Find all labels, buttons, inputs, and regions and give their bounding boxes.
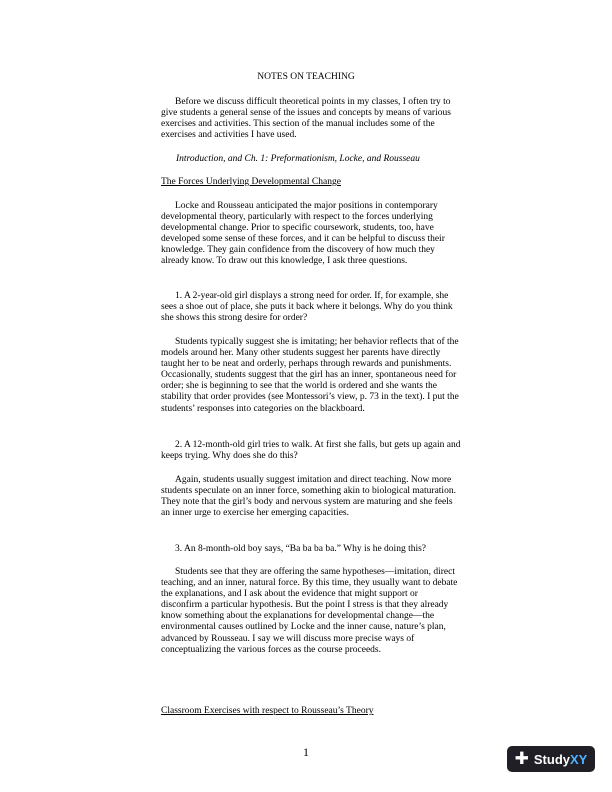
- answer-1: Students typically suggest she is imitating; her behavior reflects that of the models around her. Many other students suggest her parents have directly taught her to be neat and orderly, perhaps through rewards and punishments. Occasionally, students suggest that the girl has an inner, spontaneous need for order; she is beginning to see that the world is ordered and she wants the stability that order provides (see Montessori’s view, p. 73 in the text). I put the students’ responses into categories on the blackboard.: [161, 337, 459, 414]
- brand-main: Study: [533, 751, 571, 767]
- chapter-heading: Introduction, and Ch. 1: Preformationism, Locke, and Rousseau: [176, 154, 420, 164]
- section-heading-rousseau: Classroom Exercises with respect to Rousseau’s Theory: [161, 706, 374, 716]
- forces-paragraph: Locke and Rousseau anticipated the major positions in contemporary developmental theory, particularly with respect to the forces underlying developmental change. Prior to specific coursework, students, too, have developed some sense of these forces, and it can be helpful to discuss their knowledge. They gain confidence from the discovery of how much they already know. To draw out this knowledge, I ask three questions.: [161, 201, 445, 267]
- answer-2: Again, students usually suggest imitation and direct teaching. Now more students speculate on an inner force, something akin to biological maturation. They note that the girl’s body and nervous system are maturing and she feels an inner urge to exercise her emerging capacities.: [161, 475, 456, 519]
- question-3: 3. An 8-month-old boy says, “Ba ba ba ba.” Why is he doing this?: [175, 544, 427, 554]
- answer-3: Students see that they are offering the same hypotheses—imitation, direct teaching, and an inner, natural force. By this time, they usually want to debate the explanations, and I ask about the evidence that might support or disconfirm a particular hypothesis. But the point I stress is that they already know something about the explanations for developmental change—the environmental causes outlined by Locke and the inner cause, nature’s plan, advanced by Rousseau. I say we will discuss more precise ways of conceptualizing the various forces as the course proceeds.: [161, 567, 458, 655]
- page-title: NOTES ON TEACHING: [257, 72, 355, 82]
- plus-icon: ✚: [514, 749, 529, 768]
- question-2: 2. A 12-month-old girl tries to walk. At first she falls, but gets up again and keeps trying. Why does she do this?: [161, 440, 461, 462]
- brand-accent: XY: [570, 751, 588, 767]
- page-number: 1: [303, 745, 309, 759]
- studyxy-badge[interactable]: [507, 746, 595, 772]
- section-heading-forces: The Forces Underlying Developmental Change: [161, 177, 341, 187]
- intro-paragraph: Before we discuss difficult theoretical points in my classes, I often try to give students a general sense of the issues and concepts by means of various exercises and activities. This section of the manual includes some of the exercises and activities I have used.: [161, 97, 451, 141]
- question-1: 1. A 2-year-old girl displays a strong need for order. If, for example, she sees a shoe out of place, she puts it back where it belongs. Why do you think she shows this strong desire for order?: [161, 291, 453, 324]
